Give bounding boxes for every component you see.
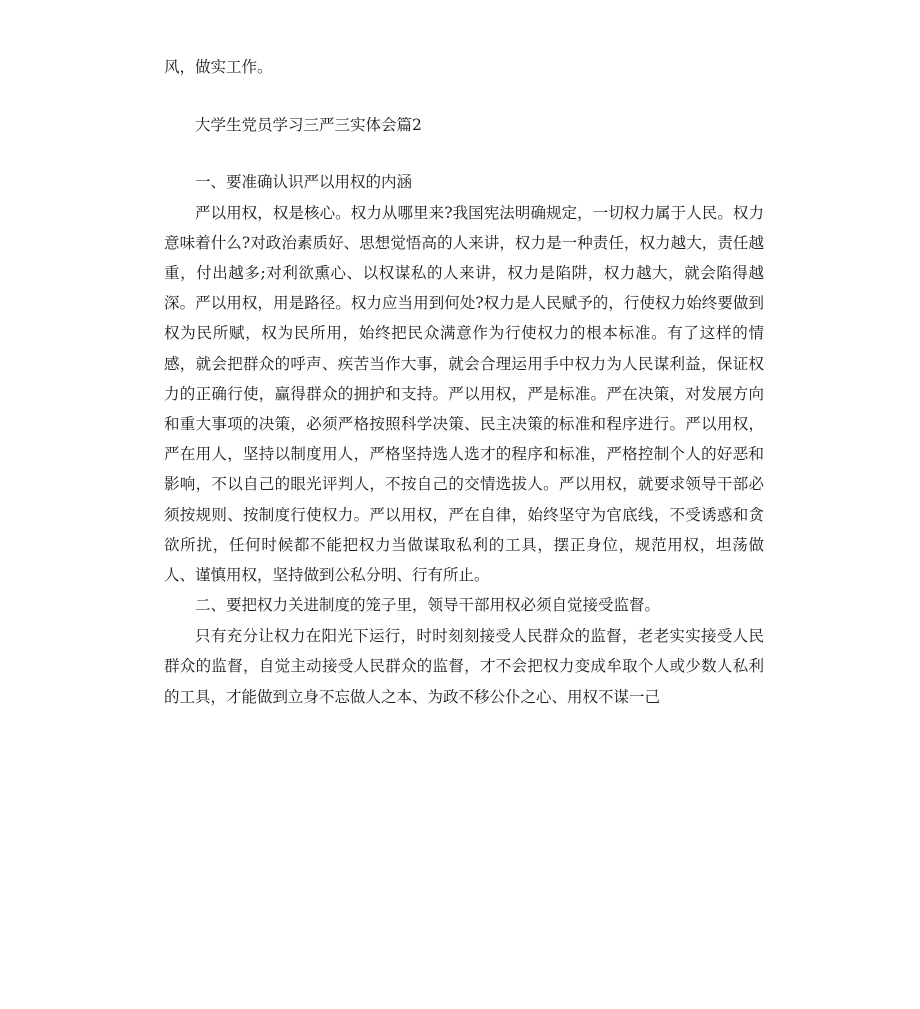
section-1-paragraph: 严以用权，权是核心。权力从哪里来?我国宪法明确规定，一切权力属于人民。权力意味着什么?对政治素质好、思想觉悟高的人来讲，权力是一种责任，权力越大，责任越重，付出越多;对利欲熏心、以权谋私的人来讲，权力是陷阱，权力越大，就会陷得越深。严以用权，用是路径。权力应当用到何处?权力是人民赋予的，行使权力始终要做到权为民所赋，权为民所用，始终把民众满意作为行使权力的根本标准。有了这样的情感，就会把群众的呼声、疾苦当作大事，就会合理运用手中权力为人民谋利益，保证权力的正确行使，赢得群众的拥护和支持。严以用权，严是标准。严在决策，对发展方向和重大事项的决策，必须严格按照科学决策、民主决策的标准和程序进行。严以用权，严在用人，坚持以制度用人，严格坚持选人选才的程序和标准，严格控制个人的好恶和影响，不以自己的眼光评判人，不按自己的交情选拔人。严以用权，就要求领导干部必须按规则、按制度行使权力。严以用权，严在自律，始终坚守为官底线，不受诱惑和贪欲所扰，任何时候都不能把权力当做谋取私利的工具，摆正身位，规范用权，坦荡做人、谨慎用权，坚持做到公私分明、行有所止。: [164, 203, 764, 584]
document-body: [164, 52, 764, 712]
section-2-paragraph: 只有充分让权力在阳光下运行，时时刻刻接受人民群众的监督，老老实实接受人民群众的监督，自觉主动接受人民群众的监督，才不会把权力变成牟取个人或少数人私利的工具，才能做到立身不忘做人之本、为政不移公仆之心、用权不谋一己: [164, 626, 764, 706]
article-title: 大学生党员学习三严三实体会篇2: [195, 115, 422, 134]
section-1-heading: 一、要准确认识严以用权的内涵: [195, 173, 413, 191]
intro-paragraph-tail: 风，做实工作。: [164, 58, 273, 76]
section-2-heading: 二、要把权力关进制度的笼子里，领导干部用权必须自觉接受监督。: [195, 596, 661, 615]
